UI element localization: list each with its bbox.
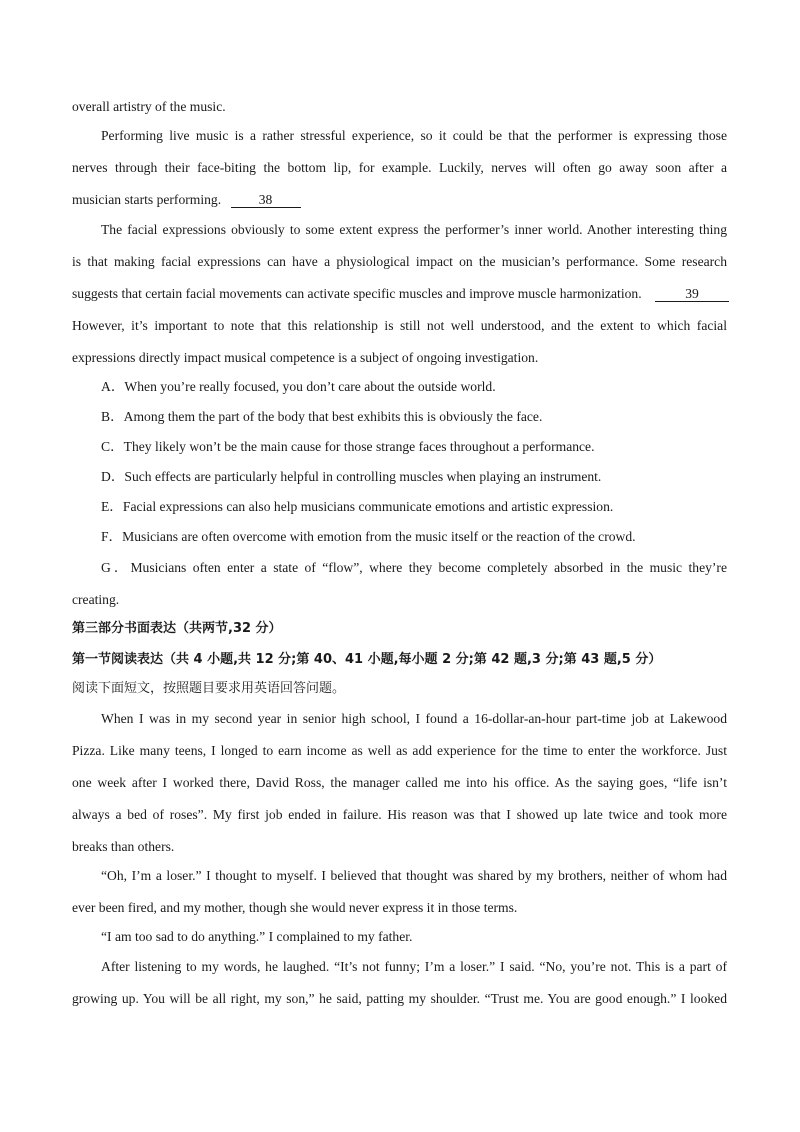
section-heading: 第三部分书面表达（共两节,32 分） <box>72 621 282 636</box>
text-line: ever been fired, and my mother, though she would never express it in those terms. <box>72 900 518 915</box>
text-line <box>72 192 301 208</box>
option-f: F．Musicians are often overcome with emotion from the music itself or the reaction of the crowd. <box>101 529 636 544</box>
answer-blank-39[interactable]: 39 <box>655 287 729 302</box>
option-g: G．Musicians often enter a state of “flow”, where they become completely absorbed in the music they’re <box>101 560 727 575</box>
text-line: “I am too sad to do anything.” I complained to my father. <box>101 929 413 944</box>
text-line: always a bed of roses”. My first job ended in failure. His reason was that I showed up late twice and took more <box>72 807 727 822</box>
subsection-heading: 第一节阅读表达（共 4 小题,共 12 分;第 40、41 小题,每小题 2 分;第 42 题,3 分;第 43 题,5 分） <box>72 652 662 667</box>
text-line: After listening to my words, he laughed. “It’s not funny; I’m a loser.” I said. “No, you’re not. This is a part of <box>101 959 727 974</box>
text-line: breaks than others. <box>72 839 175 854</box>
text-line: However, it’s important to note that this relationship is still not well understood, and the extent to which facial <box>72 318 727 333</box>
text-line: one week after I worked there, David Ross, the manager called me into his office. As the saying goes, “life isn’t <box>72 775 727 790</box>
option-d: D．Such effects are particularly helpful in controlling muscles when playing an instrument. <box>101 469 602 484</box>
option-a: A．When you’re really focused, you don’t care about the outside world. <box>101 379 496 394</box>
option-g-continued: creating. <box>72 592 120 607</box>
option-e: E．Facial expressions can also help musicians communicate emotions and artistic expression. <box>101 499 614 514</box>
text-line: growing up. You will be all right, my son,” he said, patting my shoulder. “Trust me. You are good enough.” I looked <box>72 991 727 1006</box>
text-line: Performing live music is a rather stressful experience, so it could be that the performer is expressing those <box>101 128 727 143</box>
text-line: The facial expressions obviously to some extent express the performer’s inner world. Another interesting thing <box>101 222 727 237</box>
instruction: 阅读下面短文，按照题目要求用英语回答问题。 <box>72 681 346 696</box>
text-line: nerves through their face-biting the bottom lip, for example. Luckily, nerves will often go away soon after a <box>72 160 727 175</box>
text-line: is that making facial expressions can have a physiological impact on the musician’s performance. Some research <box>72 254 727 269</box>
text-line: When I was in my second year in senior high school, I found a 16-dollar-an-hour part-time job at Lakewood <box>101 711 727 726</box>
option-c: C．They likely won’t be the main cause for those strange faces throughout a performance. <box>101 439 595 454</box>
text-line: Pizza. Like many teens, I longed to earn income as well as add experience for the time to enter the workforce. Just <box>72 743 727 758</box>
line-text: suggests that certain facial movements can activate specific muscles and improve muscle harmonization. <box>72 286 642 301</box>
line-text: musician starts performing. <box>72 192 222 207</box>
text-line: overall artistry of the music. <box>72 99 226 114</box>
text-line: expressions directly impact musical competence is a subject of ongoing investigation. <box>72 350 539 365</box>
option-b: B．Among them the part of the body that best exhibits this is obviously the face. <box>101 409 543 424</box>
answer-blank-38[interactable]: 38 <box>231 193 301 208</box>
text-line: “Oh, I’m a loser.” I thought to myself. I believed that thought was shared by my brothers, neither of whom had <box>101 868 727 883</box>
text-line <box>72 286 729 302</box>
